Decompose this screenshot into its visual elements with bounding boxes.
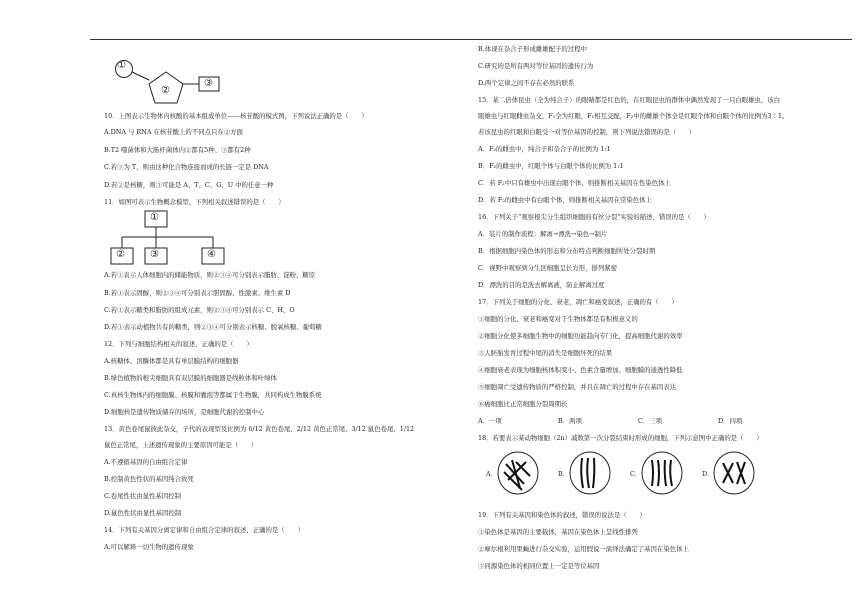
q16-option-d: D．漂洗的目的是洗去解离液，防止解离过度	[478, 281, 605, 289]
q10-option-d: D.若②是核糖，则③可能是 A、T、C、G、U 中的任意一种	[104, 181, 274, 189]
tree-child-2-label: ③	[150, 249, 159, 260]
q17-option-c: C．三项	[638, 417, 663, 425]
q19-statement-1: ①染色体是基因的主要载体，基因在染色体上呈线性排列	[478, 528, 638, 536]
q17-statement-5: ⑤细胞凋亡受遗传物质的严格控制，并且在凋亡的过程中存在基因表达	[478, 383, 677, 391]
q14-option-a: A.可以解释一切生物的遗传现象	[104, 543, 194, 551]
q15-option-a: A．F₂的雌虫中，纯合子和杂合子的比例为 1:1	[478, 145, 611, 153]
q14-option-d: D.两个定律之间不存在必然的联系	[478, 79, 575, 87]
header-rule	[90, 39, 852, 40]
q11-option-c: C.若①表示糖类和脂肪的组成元素，则②③④可分别表示 C、H、O	[104, 306, 295, 314]
q13-stem-line1: 13．黄色卷尾鼠彼此杂交，子代的表现型及比例为 6/12 黄色卷尾、2/12 黄色正常尾、3/12 鼠色卷尾、1/12	[104, 425, 415, 433]
q12-stem: 12．下列与细胞结构相关的叙述，正确的是（ ）	[104, 340, 253, 348]
q15-option-c: C．若 F₂中只有雄虫中出现白眼个体，则推断相关基因在性染色体上	[478, 179, 671, 187]
tree-child-3-label: ④	[207, 249, 216, 260]
q14-stem: 14．下列有关基因分离定律和自由组合定律的叙述，正确的是（ ）	[104, 526, 304, 534]
q15-option-b: B．F₂的雌虫中，红眼个体与白眼个体的比例为 1:1	[478, 162, 624, 170]
q12-option-b: B.绿色植物的根尖细胞具有双层膜的细胞器是线粒体和叶绿体	[104, 374, 277, 382]
q12-option-d: D.细胞核是遗传物质储存的场所，是细胞代谢的控制中心	[104, 408, 265, 416]
q11-option-d: D.若①表示动植物共有的糖类，则②③④可分别表示核糖、脱氧核糖、葡萄糖	[104, 323, 322, 331]
q16-option-b: B．根据细胞内染色体的形态和分布特点判断细胞所处分裂时期	[478, 247, 656, 255]
nucleotide-base-label: ③	[204, 78, 213, 89]
q11-stem: 11．如图可表示生物概念模型，下列相关叙述错误的是（ ）	[104, 198, 285, 206]
q13-option-c: C.卷尾性状由显性基因控制	[104, 492, 181, 500]
q19-stem: 19．下列有关基因和染色体的叙述，错误的说法是（ ）	[478, 511, 646, 519]
q17-statement-4: ④细胞衰老表现为细胞核体积变小、色素含量增加、细胞膜的通透性降低	[478, 366, 683, 374]
q15-stem-line1: 15．某二倍体昆虫（全为纯合子）的眼睛都是红色的，在红眼昆虫的群体中偶然发现了一只白眼雄虫，该白	[478, 96, 781, 104]
q16-option-a: A．装片的制作流程：解离→漂洗→染色→制片	[478, 230, 608, 238]
q17-option-d: D．四项	[718, 417, 743, 425]
q19-statement-3: ③同源染色体的相同位置上一定是等位基因	[478, 562, 600, 570]
q18-label-c: C．	[630, 470, 642, 478]
tree-root-label: ①	[150, 212, 159, 223]
q16-option-c: C．视野中观察到分生区细胞呈长方形，排列紧密	[478, 264, 618, 272]
q14-option-c: C.研究的是所有两对等位基因的遗传行为	[478, 62, 594, 70]
nucleotide-sugar-label: ②	[161, 85, 170, 96]
cell-diagram-b	[568, 450, 612, 496]
q17-statement-2: ②细胞分化使多细胞生物中的细胞功能趋向专门化，提高细胞代谢的效率	[478, 332, 683, 340]
q18-label-a: A．	[486, 470, 498, 478]
q18-stem: 18．若要表示某动物细胞（2n）减数第一次分裂结束时形成的细胞，下列示意图中正确的是（ ）	[478, 434, 763, 442]
q15-option-d: D．若 F₂的雌虫中有白眼个体，则推断相关基因在常染色体上	[478, 196, 652, 204]
q17-option-a: A．一项	[478, 417, 502, 425]
q18-label-d: D．	[702, 470, 714, 478]
q17-option-b: B．两项	[558, 417, 582, 425]
q14-option-b: B.体现在杂合子形成雌雄配子的过程中	[478, 45, 587, 53]
q15-stem-line2: 眼雄虫与红眼雌虫杂交，F₁全为红眼，F₁相互交配，F₂中的雌雄个体全是红眼个体和白眼个体的比例为3∶1。	[478, 112, 789, 120]
q11-option-b: B.若①表示固醇，则②③④可分别表示胆固醇、性激素、维生素 D	[104, 289, 291, 297]
q13-option-b: B.控制黄色性状的基因纯合致死	[104, 475, 194, 483]
q10-stem: 10．上图表示生物体内核酸的基本组成单位——核苷酸的模式图，下列说法正确的是（ ）	[104, 112, 368, 120]
q12-option-a: A.核糖体、溶酶体都是具有单层膜结构的细胞器	[104, 357, 239, 365]
q13-stem-line2: 鼠色正常尾，上述遗传现象的主要原因可能是（ ）	[104, 441, 258, 449]
q13-option-a: A.不遵循基因的自由组合定律	[104, 458, 188, 466]
q15-stem-line3: 若该昆虫的红眼和白眼受一对等位基因的控制，则下列说法错误的是（ ）	[478, 128, 696, 136]
q17-statement-1: ①细胞的分化、衰老和癌变对于生物体都是有积极意义的	[478, 315, 638, 323]
q19-statement-2: ②摩尔根利用果蝇进行杂交实验，运用假说一演绎法确定了基因在染色体上	[478, 545, 689, 553]
cell-diagram-a	[496, 450, 540, 496]
cell-diagram-d	[712, 450, 756, 496]
q11-option-a: A.若①表示人体细胞内的储能物质，则②③④可分别表示脂肪、淀粉、糖原	[104, 271, 316, 279]
nucleotide-phosphate-label: ①	[117, 60, 126, 71]
q16-stem: 16．下列关于“观察根尖分生组织细胞的有丝分裂”实验的描述，错误的是（ ）	[478, 213, 710, 221]
q17-statement-3: ③人胚胎发育过程中尾的消失是细胞坏死的结果	[478, 349, 613, 357]
q17-statement-6: ⑥癌细胞比正常细胞分裂周期长	[478, 400, 568, 408]
concept-tree-diagram	[110, 210, 250, 265]
tree-child-1-label: ②	[116, 249, 125, 260]
cell-diagram-c	[640, 450, 684, 496]
q13-option-d: D.鼠色性状由显性基因控制	[104, 509, 182, 517]
q12-option-c: C.真核生物体内的细胞膜、核膜和囊泡等都属于生物膜，共同构成生物膜系统	[104, 391, 322, 399]
q17-stem: 17．下列关于细胞的分化、衰老、凋亡和癌变叙述，正确的有（ ）	[478, 298, 678, 306]
q10-option-b: B.T2 噬菌体和大肠杆菌体内②都有5种、③都有2种	[104, 146, 251, 154]
q10-option-a: A.DNA 与 RNA 在核苷酸上的不同点只在②方面	[104, 128, 243, 136]
q10-option-c: C.若③为 T，则由这种化合物连接而成的长链一定是 DNA	[104, 163, 269, 171]
q18-label-b: B．	[558, 470, 570, 478]
